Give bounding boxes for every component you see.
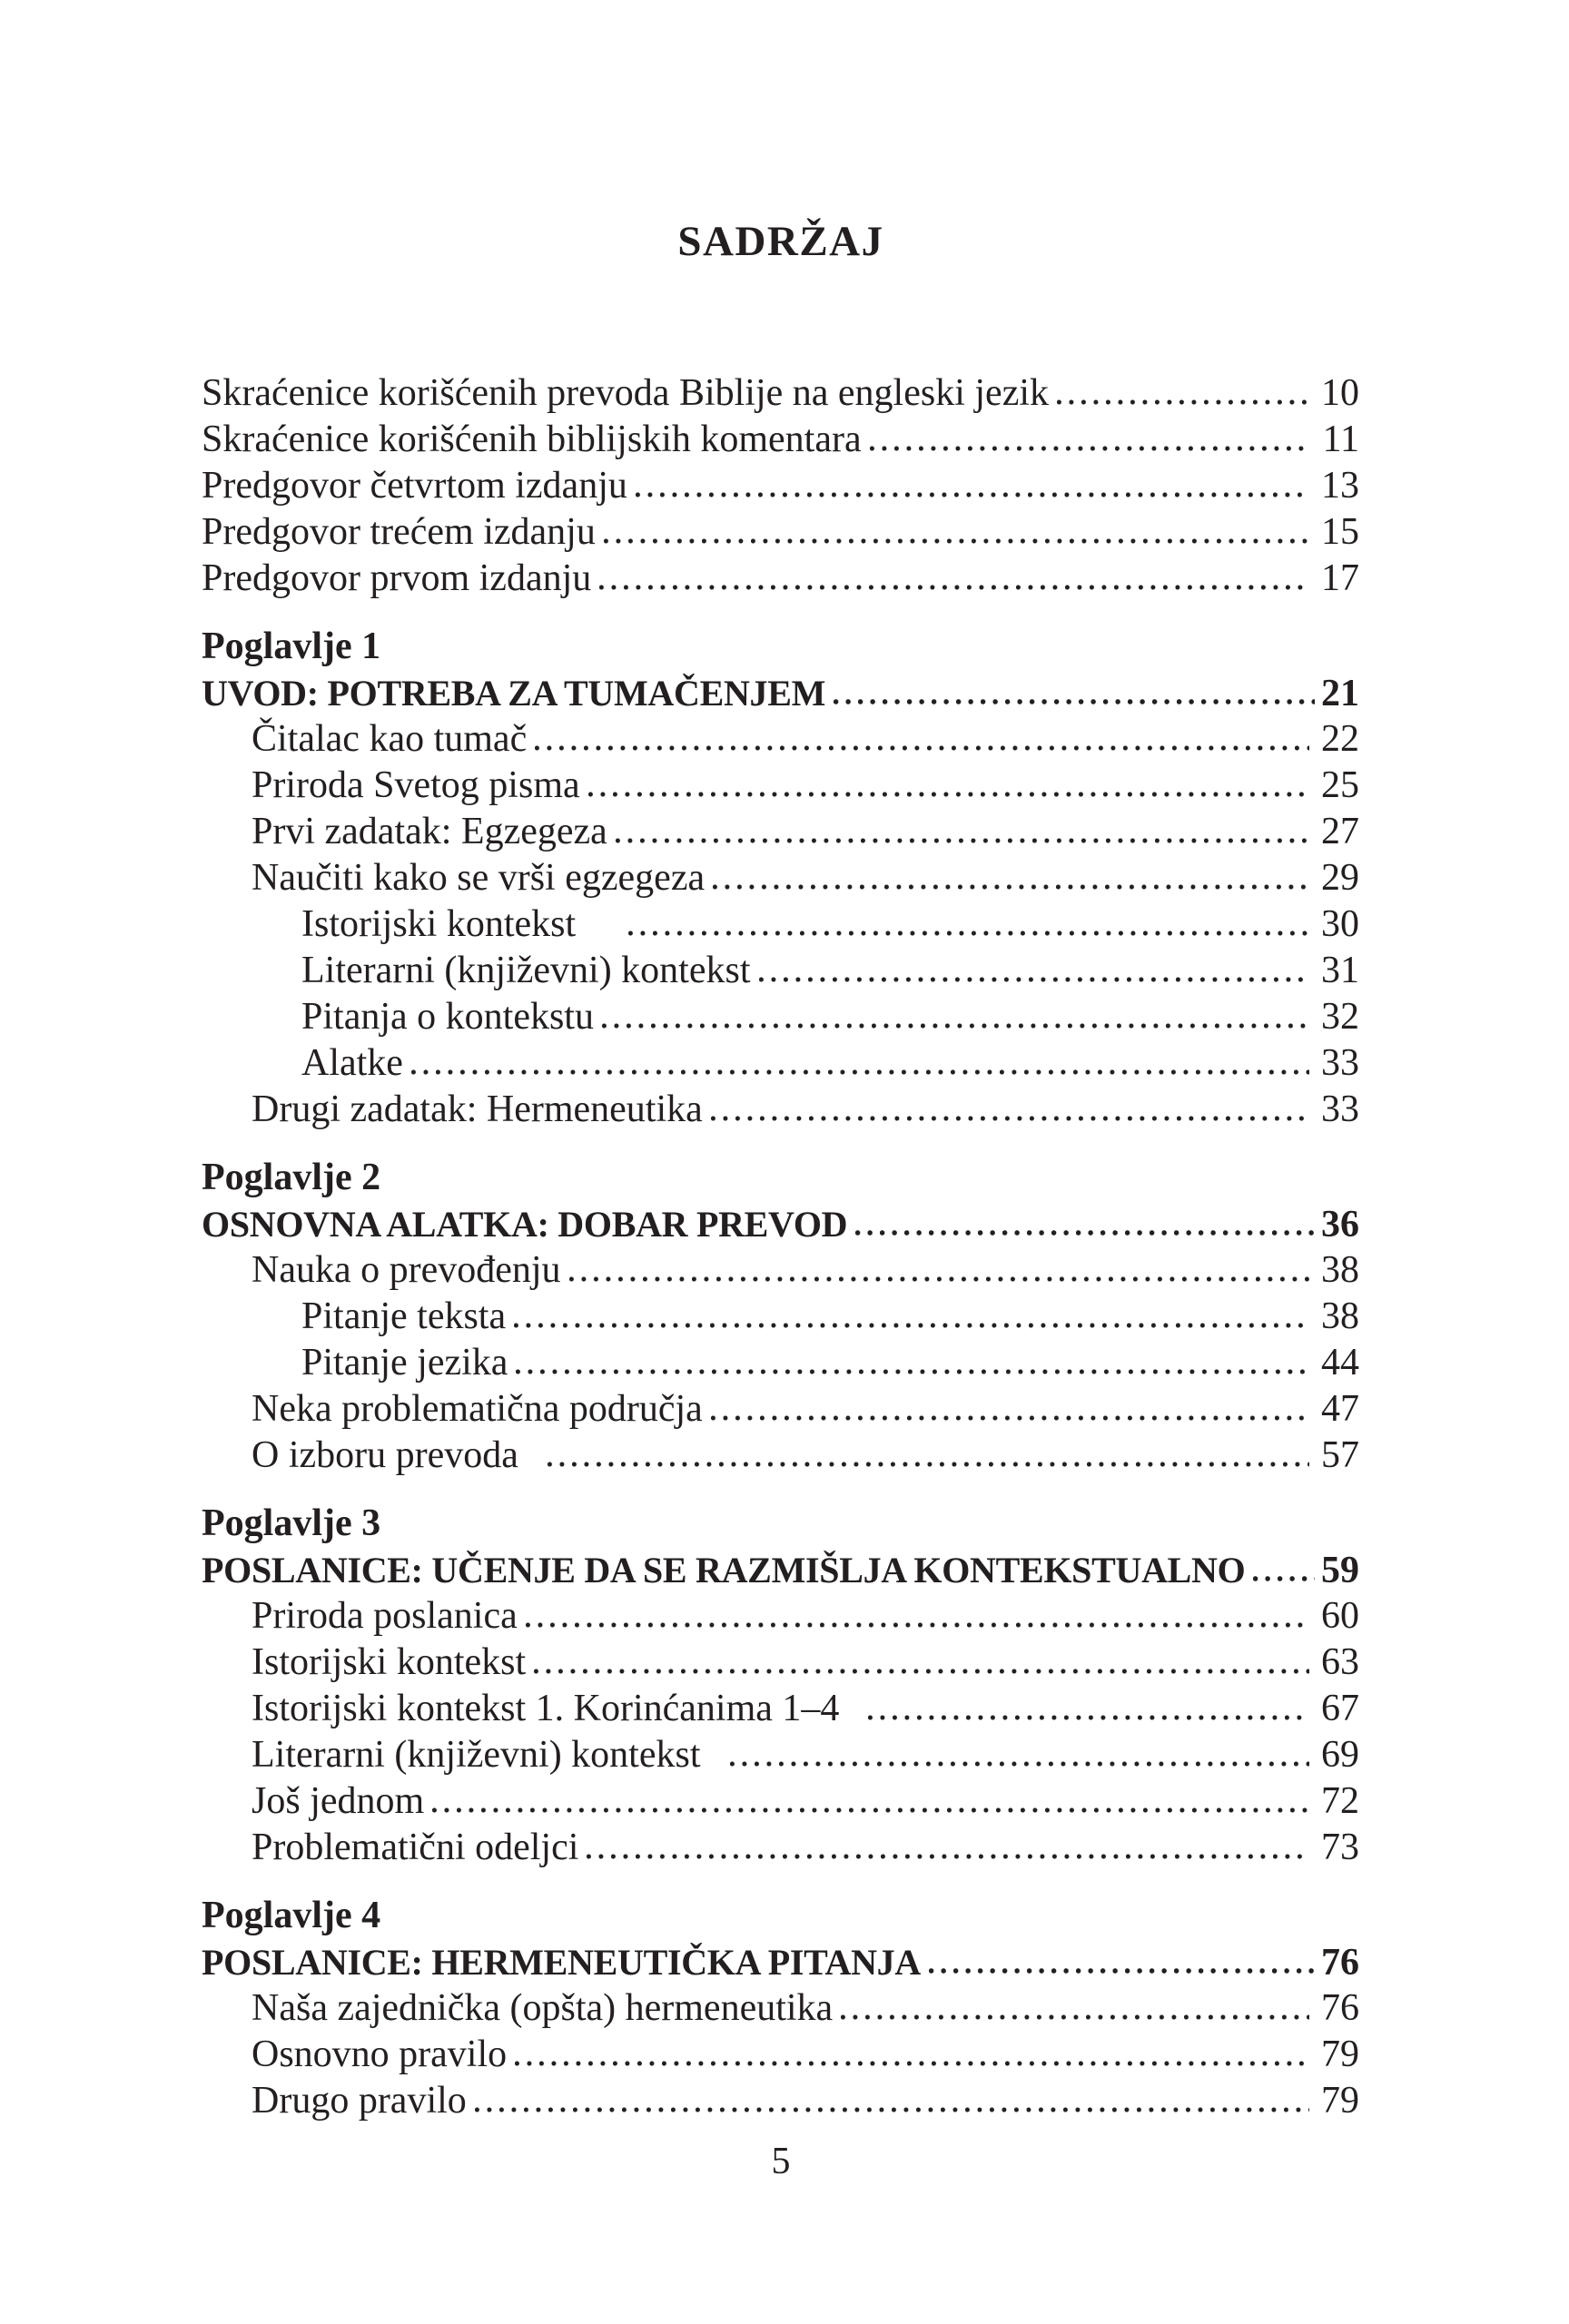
toc-entry-page: 27 (1321, 811, 1359, 852)
toc-entry-label: Osnovno pravilo (252, 2034, 508, 2075)
dot-leader (516, 1367, 1309, 1376)
toc-entry (202, 2078, 1359, 2124)
toc-entry (202, 763, 1359, 809)
toc-entry-label: Alatke (301, 1042, 403, 1084)
toc-entry-label: Istorijski kontekst (252, 1641, 527, 1683)
dot-leader (711, 1114, 1309, 1123)
toc-entry-page: 17 (1321, 557, 1359, 599)
table-of-contents (202, 370, 1359, 2124)
toc-entry (202, 1732, 1359, 1778)
toc-entry-page: 47 (1321, 1388, 1359, 1430)
chapter-kicker (202, 624, 1359, 670)
dot-leader (1057, 398, 1309, 407)
chapter-section-2 (202, 1155, 1359, 1479)
toc-entry-page: 67 (1321, 1688, 1359, 1729)
page-number: 5 (771, 2141, 791, 2182)
dot-leader (515, 2059, 1309, 2068)
toc-entry-page: 69 (1321, 1734, 1359, 1776)
dot-leader (411, 1068, 1309, 1077)
toc-entry (202, 2032, 1359, 2078)
dot-leader (636, 490, 1309, 499)
toc-entry-page: 57 (1321, 1434, 1359, 1476)
chapter-kicker-label: Poglavlje 3 (202, 1502, 381, 1544)
toc-entry-label: Priroda Svetog pisma (252, 764, 580, 806)
toc-entry (202, 417, 1359, 463)
chapter-title-entry (202, 1939, 1359, 1985)
toc-entry-label: Predgovor četvrtom izdanju (202, 465, 627, 507)
toc-entry-page: 32 (1321, 996, 1359, 1038)
dot-leader (628, 929, 1309, 938)
toc-entry-label: Nauka o prevođenju (252, 1249, 561, 1291)
toc-entry (202, 1985, 1359, 2032)
chapter-kicker-label: Poglavlje 2 (202, 1157, 381, 1198)
toc-entry-label: Predgovor trećem izdanju (202, 511, 596, 553)
chapter-kicker (202, 1155, 1359, 1201)
toc-entry-label: Priroda poslanica (252, 1595, 518, 1637)
toc-entry (202, 1640, 1359, 1686)
toc-entry-page: 63 (1321, 1641, 1359, 1683)
dot-leader (602, 1021, 1309, 1030)
toc-entry-page: 11 (1322, 419, 1359, 460)
toc-entry-page: 33 (1321, 1088, 1359, 1130)
dot-leader (868, 1713, 1309, 1722)
toc-entry-label: Istorijski kontekst (301, 903, 577, 945)
toc-entry-page: 13 (1321, 465, 1359, 507)
chapter-kicker (202, 1501, 1359, 1547)
chapter-title-label: UVOD: POTREBA ZA TUMAČENJEM (202, 673, 826, 714)
dot-leader (599, 583, 1309, 592)
toc-entry (202, 1247, 1359, 1294)
toc-entry-page: 38 (1321, 1295, 1359, 1337)
toc-entry-label: Skraćenice korišćenih prevoda Biblije na engleski jezik (202, 372, 1050, 414)
chapter-title-entry (202, 670, 1359, 716)
toc-entry-label: Još jednom (252, 1780, 425, 1822)
chapter-title-entry (202, 1201, 1359, 1247)
toc-entry-label: Pitanje jezika (301, 1342, 508, 1384)
dot-leader (534, 1667, 1309, 1676)
chapter-title-page: 59 (1321, 1550, 1359, 1591)
toc-entry (202, 1433, 1359, 1479)
toc-entry (202, 994, 1359, 1040)
chapter-section-1 (202, 624, 1359, 1133)
toc-entry-label: O izboru prevoda (252, 1434, 518, 1476)
toc-entry (202, 1294, 1359, 1340)
dot-leader (841, 2013, 1309, 2022)
dot-leader (514, 1321, 1309, 1330)
toc-entry-page: 10 (1321, 372, 1359, 414)
chapter-title-entry (202, 1547, 1359, 1593)
toc-entry-page: 38 (1321, 1249, 1359, 1291)
front-matter-section (202, 370, 1359, 602)
dot-leader (855, 1228, 1315, 1237)
chapter-title-page: 76 (1321, 1942, 1359, 1984)
toc-entry (202, 1778, 1359, 1825)
dot-leader (569, 1275, 1309, 1284)
toc-entry-label: Naša zajednička (opšta) hermeneutika (252, 1987, 834, 2029)
toc-entry (202, 716, 1359, 763)
toc-entry-page: 22 (1321, 718, 1359, 760)
toc-entry-label: Problematični odeljci (252, 1827, 579, 1868)
toc-entry-page: 30 (1321, 903, 1359, 945)
dot-leader (526, 1620, 1309, 1630)
chapter-kicker-label: Poglavlje 4 (202, 1895, 381, 1936)
dot-leader (535, 743, 1309, 753)
toc-entry-label: Drugo pravilo (252, 2080, 467, 2122)
toc-entry-page: 73 (1321, 1827, 1359, 1868)
toc-entry (202, 370, 1359, 417)
dot-leader (713, 882, 1309, 891)
toc-entry (202, 855, 1359, 901)
toc-entry-page: 29 (1321, 857, 1359, 899)
dot-leader (588, 790, 1309, 799)
chapter-section-3 (202, 1501, 1359, 1871)
dot-leader (1253, 1574, 1315, 1583)
toc-entry (202, 463, 1359, 509)
toc-entry (202, 1386, 1359, 1433)
toc-entry-page: 79 (1321, 2034, 1359, 2075)
toc-entry-label: Literarni (književni) kontekst (252, 1734, 701, 1776)
toc-entry-label: Prvi zadatak: Egzegeza (252, 811, 607, 852)
toc-entry (202, 948, 1359, 994)
dot-leader (929, 1966, 1315, 1975)
page-title: SADRŽAJ (677, 218, 884, 265)
dot-leader (604, 537, 1309, 546)
toc-entry-page: 76 (1321, 1987, 1359, 2029)
toc-entry-page: 33 (1321, 1042, 1359, 1084)
toc-entry-page: 15 (1321, 511, 1359, 553)
toc-entry-page: 25 (1321, 764, 1359, 806)
chapter-title-label: OSNOVNA ALATKA: DOBAR PREVOD (202, 1204, 848, 1245)
toc-entry (202, 1040, 1359, 1087)
toc-entry-label: Neka problematična područja (252, 1388, 703, 1430)
toc-entry (202, 1087, 1359, 1133)
toc-entry (202, 809, 1359, 855)
toc-entry-page: 60 (1321, 1595, 1359, 1637)
toc-entry (202, 1593, 1359, 1640)
toc-entry-label: Literarni (književni) kontekst (301, 950, 751, 991)
toc-entry-label: Istorijski kontekst 1. Korinćanima 1–4 (252, 1688, 840, 1729)
toc-entry-label: Pitanja o kontekstu (301, 996, 594, 1038)
dot-leader (548, 1460, 1309, 1469)
chapter-title-label: POSLANICE: HERMENEUTIČKA PITANJA (202, 1942, 921, 1983)
toc-entry (202, 901, 1359, 948)
toc-entry-page: 79 (1321, 2080, 1359, 2122)
toc-entry (202, 556, 1359, 602)
dot-leader (432, 1806, 1309, 1815)
chapter-section-4 (202, 1893, 1359, 2124)
dot-leader (587, 1852, 1309, 1861)
toc-entry-page: 31 (1321, 950, 1359, 991)
toc-entry-page: 72 (1321, 1780, 1359, 1822)
chapter-title-label: POSLANICE: UČENJE DA SE RAZMIŠLJA KONTEKSTUALNO (202, 1550, 1246, 1590)
chapter-kicker-label: Poglavlje 1 (202, 625, 381, 667)
dot-leader (475, 2105, 1309, 2114)
toc-entry (202, 1340, 1359, 1386)
chapter-kicker (202, 1893, 1359, 1939)
toc-entry (202, 1686, 1359, 1732)
toc-entry-label: Drugi zadatak: Hermeneutika (252, 1088, 703, 1130)
toc-entry-label: Naučiti kako se vrši egzegeza (252, 857, 706, 899)
toc-entry (202, 509, 1359, 556)
dot-leader (834, 697, 1315, 706)
toc-entry-page: 44 (1321, 1342, 1359, 1384)
dot-leader (616, 836, 1309, 845)
dot-leader (730, 1759, 1309, 1768)
dot-leader (759, 975, 1309, 984)
chapter-title-page: 21 (1321, 673, 1359, 714)
toc-entry-label: Skraćenice korišćenih biblijskih komentara (202, 419, 862, 460)
toc-entry-label: Predgovor prvom izdanju (202, 557, 592, 599)
toc-entry-label: Pitanje teksta (301, 1295, 507, 1337)
chapter-title-page: 36 (1321, 1204, 1359, 1246)
toc-entry-label: Čitalac kao tumač (252, 718, 528, 760)
dot-leader (711, 1413, 1309, 1423)
toc-entry (202, 1825, 1359, 1871)
dot-leader (870, 444, 1311, 453)
